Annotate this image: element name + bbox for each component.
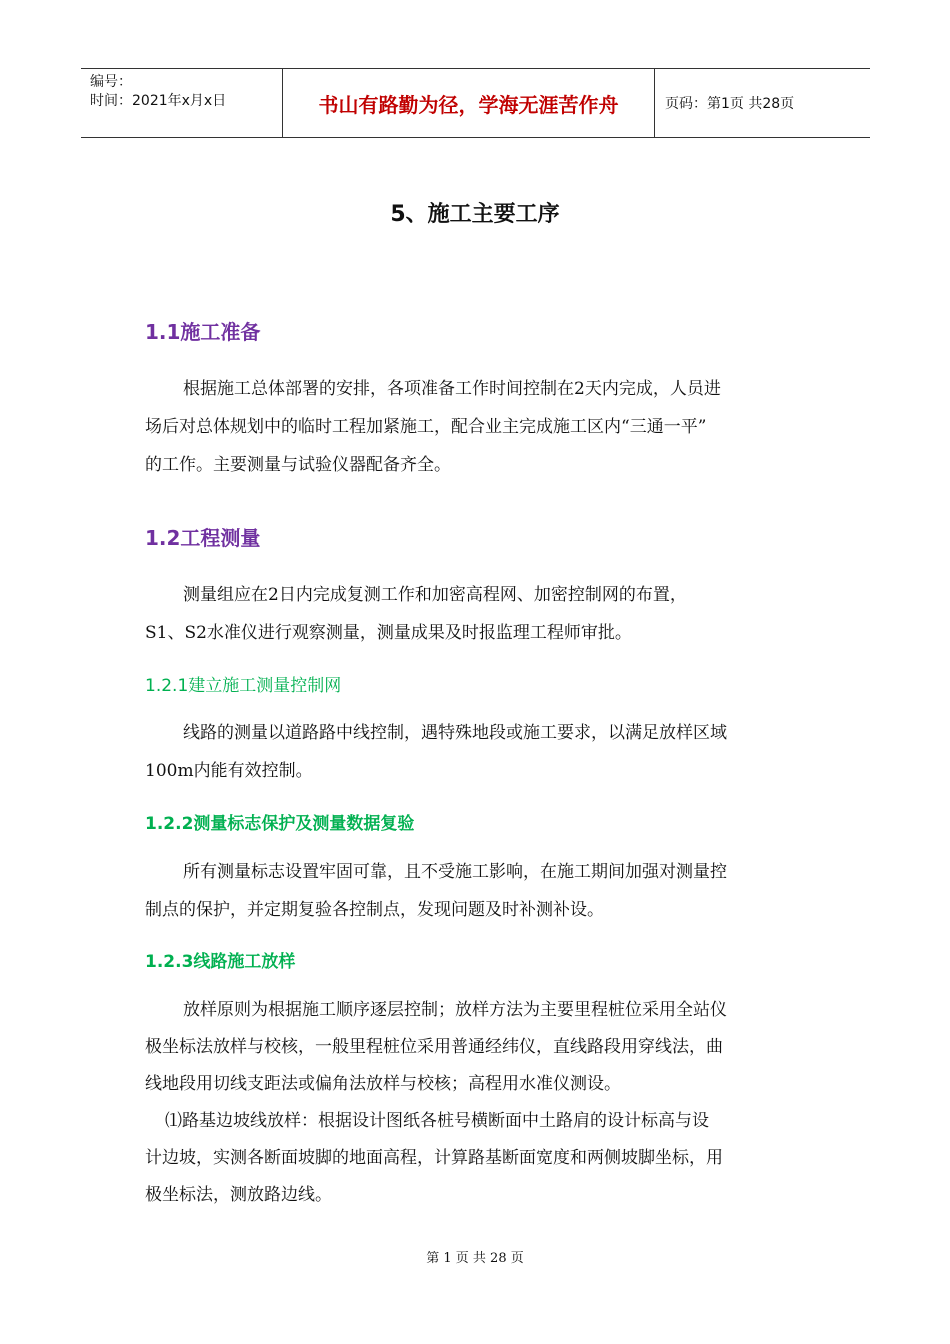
section-heading-1-1: 1.1施工准备 bbox=[145, 320, 261, 344]
section-heading-1-2-2: 1.2.2测量标志保护及测量数据复验 bbox=[145, 814, 415, 834]
page-header bbox=[81, 68, 870, 138]
paragraph-line: 所有测量标志设置牢固可靠，且不受施工影响，在施工期间加强对测量控 bbox=[183, 862, 727, 882]
header-page-info: 页码：第1页 共28页 bbox=[665, 96, 795, 112]
page-footer: 第 1 页 共 28 页 bbox=[426, 1251, 524, 1266]
paragraph-line: 100m内能有效控制。 bbox=[145, 761, 313, 781]
section-1-2-paragraph bbox=[145, 576, 810, 652]
paragraph-line: 测量组应在2日内完成复测工作和加密高程网、加密控制网的布置， bbox=[183, 585, 687, 605]
section-1-1-paragraph bbox=[145, 370, 810, 484]
paragraph-line: 制点的保护，并定期复验各控制点，发现问题及时补测补设。 bbox=[145, 900, 604, 920]
section-1-2-2-paragraph bbox=[145, 853, 810, 929]
section-1-2-3-paragraph bbox=[145, 992, 810, 1103]
paragraph-line: S1、S2水准仪进行观察测量，测量成果及时报监理工程师审批。 bbox=[145, 623, 632, 643]
section-1-2-1-paragraph bbox=[145, 714, 810, 790]
section-heading-1-2-3: 1.2.3线路施工放样 bbox=[145, 952, 296, 972]
paragraph-line: 极坐标法，测放路边线。 bbox=[145, 1185, 332, 1205]
paragraph-line: 的工作。主要测量与试验仪器配备齐全。 bbox=[145, 455, 451, 475]
header-meta bbox=[81, 69, 282, 137]
paragraph-line: 线地段用切线支距法或偏角法放样与校核；高程用水准仪测设。 bbox=[145, 1074, 621, 1094]
paragraph-line: 场后对总体规划中的临时工程加紧施工，配合业主完成施工区内“三通一平” bbox=[145, 417, 707, 437]
paragraph-line: ⑴路基边坡线放样：根据设计图纸各桩号横断面中土路肩的设计标高与设 bbox=[165, 1111, 709, 1131]
paragraph-line: 计边坡，实测各断面坡脚的地面高程，计算路基断面宽度和两侧坡脚坐标，用 bbox=[145, 1148, 723, 1168]
header-motto: 书山有路勤为径，学海无涯苦作舟 bbox=[282, 69, 655, 137]
section-heading-1-2-1: 1.2.1建立施工测量控制网 bbox=[145, 676, 342, 696]
paragraph-line: 放样原则为根据施工顺序逐层控制；放样方法为主要里程桩位采用全站仪 bbox=[183, 1000, 727, 1020]
paragraph-line: 根据施工总体部署的安排，各项准备工作时间控制在2天内完成，人员进 bbox=[183, 379, 721, 399]
paragraph-line: 极坐标法放样与校核，一般里程桩位采用普通经纬仪，直线路段用穿线法，曲 bbox=[145, 1037, 723, 1057]
section-heading-1-2: 1.2工程测量 bbox=[145, 526, 261, 550]
paragraph-line: 线路的测量以道路路中线控制，遇特殊地段或施工要求，以满足放样区域 bbox=[183, 723, 727, 743]
document-title: 5、施工主要工序 bbox=[390, 202, 560, 227]
header-time: 时间：2021年x月x日 bbox=[90, 93, 227, 109]
section-1-2-3-item-1 bbox=[145, 1103, 810, 1214]
header-number: 编号： bbox=[90, 74, 132, 90]
